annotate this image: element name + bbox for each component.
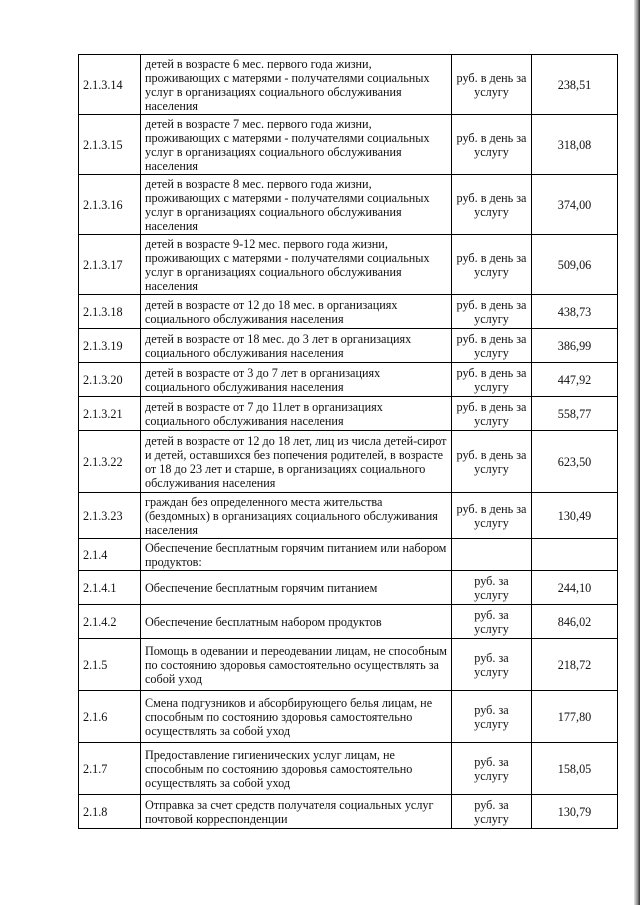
row-price: 374,00: [532, 175, 618, 235]
row-code: 2.1.3.19: [79, 329, 141, 363]
row-code: 2.1.3.20: [79, 363, 141, 397]
table-row: [79, 571, 618, 605]
row-price: 846,02: [532, 605, 618, 639]
row-unit: руб. за услугу: [452, 639, 532, 691]
row-description: детей в возрасте от 7 до 11лет в организациях социального обслуживания населения: [141, 397, 452, 431]
row-code: 2.1.4.2: [79, 605, 141, 639]
row-unit: руб. за услугу: [452, 743, 532, 795]
scan-edge-shadow: [634, 0, 640, 905]
row-price: 447,92: [532, 363, 618, 397]
row-price: 623,50: [532, 431, 618, 493]
table-row: [79, 639, 618, 691]
row-description: Обеспечение бесплатным горячим питанием или набором продуктов:: [141, 539, 452, 571]
row-price: 130,79: [532, 795, 618, 829]
row-unit: руб. в день за услугу: [452, 493, 532, 539]
row-description: детей в возрасте 8 мес. первого года жизни, проживающих с матерями - получателями социальных услуг в организациях социального обслуживания населения: [141, 175, 452, 235]
row-price: 130,49: [532, 493, 618, 539]
row-description: Обеспечение бесплатным набором продуктов: [141, 605, 452, 639]
row-description: детей в возрасте 9-12 мес. первого года жизни, проживающих с матерями - получателями социальных услуг в организациях социального обслуживания населения: [141, 235, 452, 295]
row-description: детей в возрасте от 12 до 18 лет, лиц из числа детей-сирот и детей, оставшихся без попечения родителей, в возрасте от 18 до 23 лет и старше, в организациях социального обслуживания населения: [141, 431, 452, 493]
row-price: [532, 539, 618, 571]
row-code: 2.1.3.15: [79, 115, 141, 175]
row-code: 2.1.3.21: [79, 397, 141, 431]
row-unit: руб. в день за услугу: [452, 235, 532, 295]
row-code: 2.1.3.16: [79, 175, 141, 235]
row-description: Предоставление гигиенических услуг лицам, не способным по состоянию здоровья самостоятельно осуществлять за собой уход: [141, 743, 452, 795]
row-price: 177,80: [532, 691, 618, 743]
row-price: 218,72: [532, 639, 618, 691]
row-description: Смена подгузников и абсорбирующего белья лицам, не способным по состоянию здоровья самостоятельно осуществлять за собой уход: [141, 691, 452, 743]
row-unit: руб. за услугу: [452, 571, 532, 605]
table-row: [79, 795, 618, 829]
row-code: 2.1.6: [79, 691, 141, 743]
row-code: 2.1.3.23: [79, 493, 141, 539]
row-unit: руб. в день за услугу: [452, 295, 532, 329]
row-code: 2.1.4.1: [79, 571, 141, 605]
table-row: [79, 295, 618, 329]
table-row: [79, 175, 618, 235]
row-unit: [452, 539, 532, 571]
row-unit: руб. за услугу: [452, 605, 532, 639]
table-row: [79, 743, 618, 795]
row-description: Обеспечение бесплатным горячим питанием: [141, 571, 452, 605]
row-unit: руб. в день за услугу: [452, 329, 532, 363]
row-price: 318,08: [532, 115, 618, 175]
row-price: 438,73: [532, 295, 618, 329]
table-row: [79, 605, 618, 639]
table-row: [79, 539, 618, 571]
row-price: 158,05: [532, 743, 618, 795]
row-price: 386,99: [532, 329, 618, 363]
row-unit: руб. в день за услугу: [452, 431, 532, 493]
row-price: 558,77: [532, 397, 618, 431]
table-row: [79, 115, 618, 175]
row-unit: руб. в день за услугу: [452, 363, 532, 397]
row-unit: руб. в день за услугу: [452, 115, 532, 175]
table-row: [79, 329, 618, 363]
row-description: детей в возрасте 7 мес. первого года жизни, проживающих с матерями - получателями социальных услуг в организациях социального обслуживания населения: [141, 115, 452, 175]
row-unit: руб. в день за услугу: [452, 175, 532, 235]
row-code: 2.1.8: [79, 795, 141, 829]
row-description: детей в возрасте от 3 до 7 лет в организациях социального обслуживания населения: [141, 363, 452, 397]
table-row: [79, 397, 618, 431]
row-unit: руб. в день за услугу: [452, 55, 532, 115]
table-row: [79, 431, 618, 493]
row-description: Помощь в одевании и переодевании лицам, не способным по состоянию здоровья самостоятельно осуществлять за собой уход: [141, 639, 452, 691]
table-row: [79, 493, 618, 539]
table-row: [79, 55, 618, 115]
row-description: детей в возрасте 6 мес. первого года жизни, проживающих с матерями - получателями социальных услуг в организациях социального обслуживания населения: [141, 55, 452, 115]
row-unit: руб. за услугу: [452, 691, 532, 743]
row-code: 2.1.7: [79, 743, 141, 795]
row-unit: руб. за услугу: [452, 795, 532, 829]
table-row: [79, 363, 618, 397]
row-description: детей в возрасте от 18 мес. до 3 лет в организациях социального обслуживания населения: [141, 329, 452, 363]
tariff-table-body: [79, 55, 618, 829]
row-price: 244,10: [532, 571, 618, 605]
row-code: 2.1.4: [79, 539, 141, 571]
table-row: [79, 691, 618, 743]
table-row: [79, 235, 618, 295]
row-code: 2.1.3.17: [79, 235, 141, 295]
tariff-table: [78, 54, 618, 829]
row-code: 2.1.3.18: [79, 295, 141, 329]
row-price: 509,06: [532, 235, 618, 295]
row-price: 238,51: [532, 55, 618, 115]
row-code: 2.1.5: [79, 639, 141, 691]
row-code: 2.1.3.14: [79, 55, 141, 115]
row-code: 2.1.3.22: [79, 431, 141, 493]
row-description: граждан без определенного места жительства (бездомных) в организациях социального обслуживания населения: [141, 493, 452, 539]
row-description: Отправка за счет средств получателя социальных услуг почтовой корреспонденции: [141, 795, 452, 829]
row-unit: руб. в день за услугу: [452, 397, 532, 431]
row-description: детей в возрасте от 12 до 18 мес. в организациях социального обслуживания населения: [141, 295, 452, 329]
